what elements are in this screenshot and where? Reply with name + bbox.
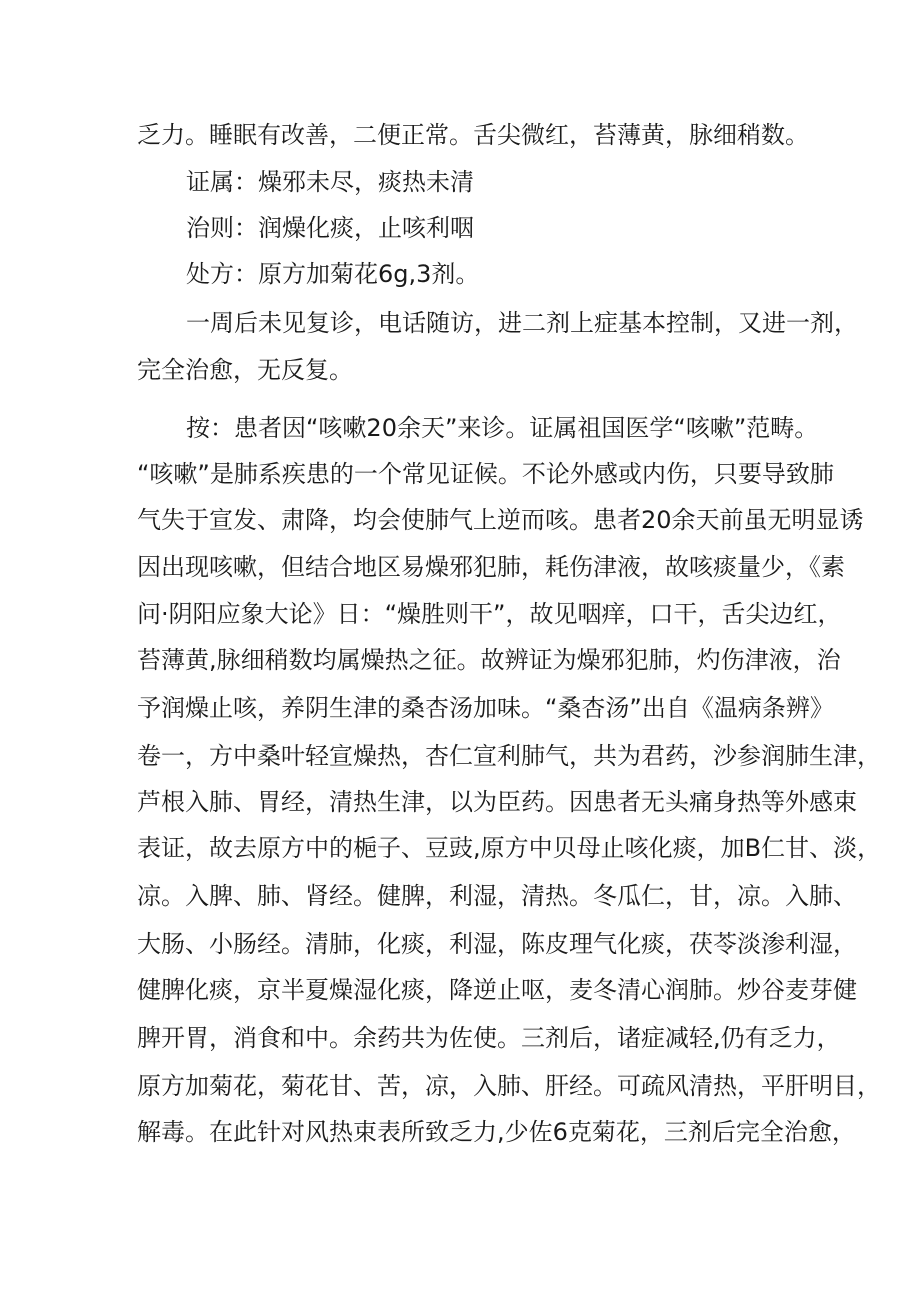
text-line: 苔薄黄,脉细稍数均属燥热之征。故辨证为燥邪犯肺，灼伤津液，治	[137, 646, 841, 674]
text-line: 问·阴阳应象大论》日：“燥胜则干”，故见咽痒，口干，舌尖边红，	[137, 600, 842, 628]
text-line: 脾开胃，消食和中。余药共为佐使。三剂后，诸症减轻,仍有乏力，	[137, 1024, 841, 1052]
text-line: 完全治愈，无反复。	[137, 356, 353, 384]
text-line: 解毒。在此针对风热束表所致乏力,少佐6克菊花，三剂后完全治愈，	[137, 1118, 856, 1146]
text-line: 一周后未见复诊，电话随访，进二剂上症基本控制，又进一剂，	[186, 309, 858, 337]
text-line: 治则：润燥化痰，止咳利咽	[186, 214, 474, 242]
text-line: 处方：原方加菊花6g,3剂。	[186, 260, 480, 288]
text-line: 表证，故去原方中的梔子、豆豉,原方中贝母止咳化痰，加B仁甘、淡，	[137, 834, 882, 862]
text-line: 按：患者因“咳嗽20余天”来诊。证属祖国医学“咳嗽”范畴。	[186, 414, 819, 442]
text-line: 予润燥止咳，养阴生津的桑杏汤加味。“桑杏汤”出自《温病条辨》	[137, 694, 834, 722]
text-line: 芦根入肺、胃经，清热生津，以为臣药。因患者无头痛身热等外感束	[137, 788, 857, 816]
text-line: 乏力。睡眠有改善，二便正常。舌尖微红，苔薄黄，脉细稍数。	[137, 121, 809, 149]
text-line: 卷一，方中桑叶轻宣燥热，杏仁宣利肺气，共为君药，沙参润肺生津，	[137, 742, 881, 770]
text-line: 因出现咳嗽，但结合地区易燥邪犯肺，耗伤津液，故咳痰量少，《素	[137, 553, 845, 581]
text-line: 大肠、小肠经。清肺，化痰，利湿，陈皮理气化痰，茯苓淡渗利湿，	[137, 930, 857, 958]
text-line: 健脾化痰，京半夏燥湿化痰，降逆止呕，麦冬清心润肺。炒谷麦芽健	[137, 976, 857, 1004]
text-line: 原方加菊花，菊花甘、苦，凉，入肺、肝经。可疏风清热，平肝明目，	[137, 1072, 881, 1100]
text-line: 证属：燥邪未尽，痰热未清	[186, 168, 474, 196]
text-line: 气失于宣发、肃降，均会使肺气上逆而咳。患者20余天前虽无明显诱	[137, 506, 864, 534]
text-line: 凉。入脾、肺、肾经。健脾，利湿，清热。冬瓜仁，甘，凉。入肺、	[137, 882, 857, 910]
text-line: “咳嗽”是肺系疾患的一个常见证候。不论外感或内伤，只要导致肺	[137, 460, 834, 488]
